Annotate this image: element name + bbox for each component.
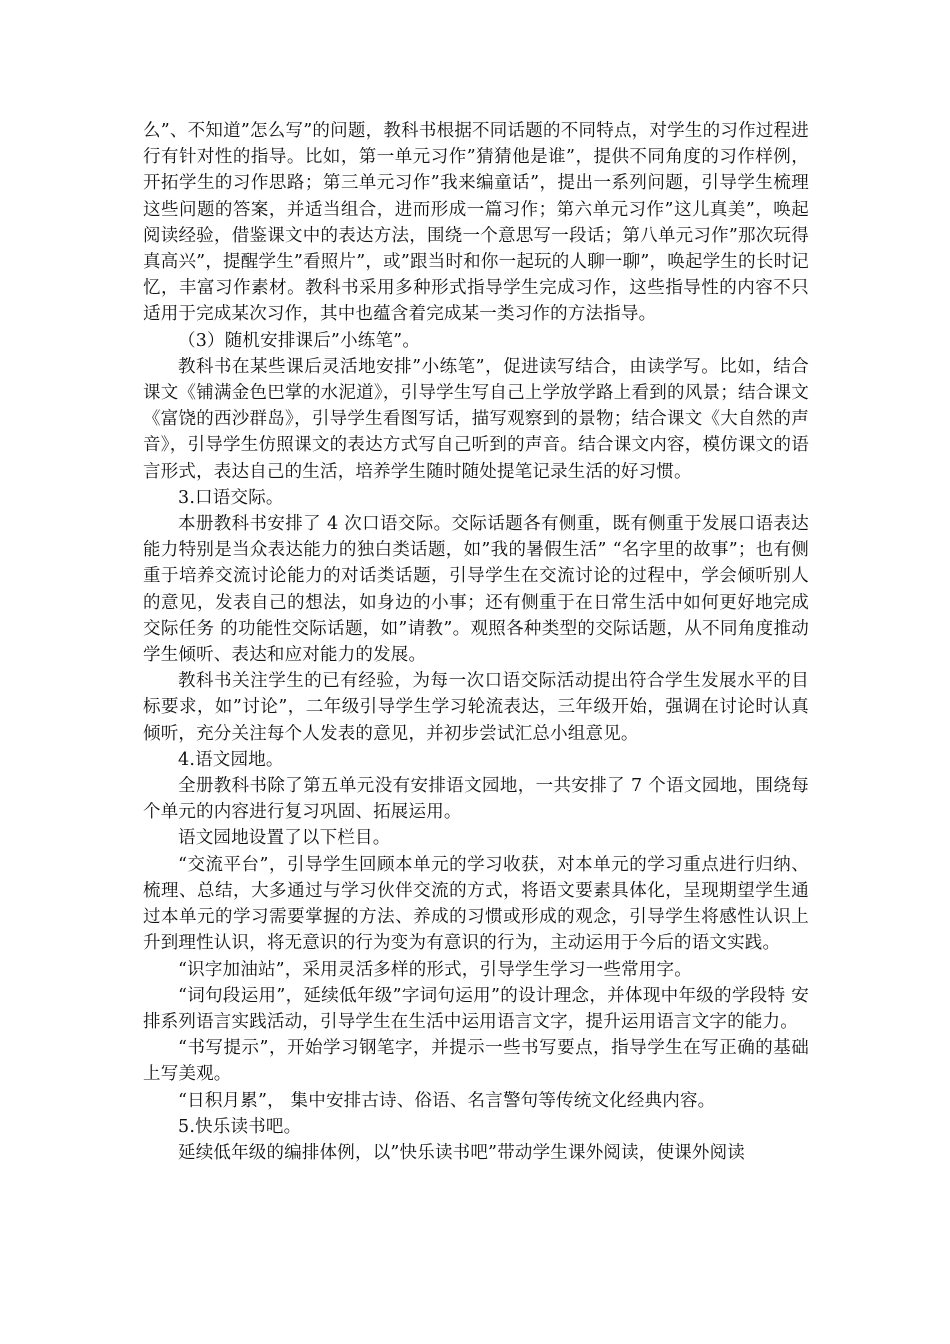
paragraph: 语文园地设置了以下栏目。 xyxy=(178,828,391,849)
paragraph: 么”、不知道”怎么写”的问题，教科书根据不同话题的不同特点，对学生的习作过程进行有针对性的指导。比如，第一单元习作”猜猜他是谁”，提供不同角度的习作样例，开拓学生的习作思路；第三单元习作”我来编童话”，提出一系列问题，引导学生梳理这些问题的答案，并适当组合，进而形成一篇习作；第六单元习作”这儿真美”，唤起阅读经验，借鉴课文中的表达方法，围绕一个意思写一段话；第八单元习作”那次玩得真高兴”，提醒学生”看照片”，或”跟当时和你一起玩的人聊一聊”，唤起学生的长时记忆，丰富习作素材。教科书采用多种形式指导学生完成习作，这些指导性的内容不只适用于完成某次习作，其中也蕴含着完成某一类习作的方法指导。 xyxy=(143,121,809,325)
paragraph: 5.快乐读书吧。 xyxy=(178,1116,302,1137)
paragraph: （3）随机安排课后”小练笔”。 xyxy=(178,330,421,351)
paragraph: 本册教科书安排了 4 次口语交际。交际话题各有侧重，既有侧重于发展口语表达能力特别是当众表达能力的独白类话题，如”我的暑假生活” “名字里的故事”；也有侧重于培养交流讨论能力的对话类话题，引导学生在交流讨论的过程中，学会倾听别人的意见，发表自己的想法，如身边的小事；还有侧重于在日常生活中如何更好地完成交际任务 的功能性交际话题，如”请教”。观照各种类型的交际话题，从不同角度推动学生倾听、表达和应对能力的发展。 xyxy=(143,514,809,666)
paragraph: “书写提示”，开始学习钢笔字，并提示一些书写要点，指导学生在写正确的基础上写美观。 xyxy=(143,1038,809,1085)
paragraph: 延续低年级的编排体例，以”快乐读书吧”带动学生课外阅读，使课外阅读 xyxy=(178,1142,745,1163)
paragraph: 教科书关注学生的已有经验，为每一次口语交际活动提出符合学生发展水平的目标要求，如”讨论”，二年级引导学生学习轮流表达，三年级开始，强调在讨论时认真倾听，充分关注每个人发表的意见，并初步尝试汇总小组意见。 xyxy=(143,671,809,744)
body-text xyxy=(143,118,809,1166)
paragraph: “词句段运用”，延续低年级”字词句运用”的设计理念，并体现中年级的学段特 安排系列语言实践活动，引导学生在生活中运用语言文字，提升运用语言文字的能力。 xyxy=(143,985,809,1032)
paragraph: “识字加油站”，采用灵活多样的形式，引导学生学习一些常用字。 xyxy=(178,959,692,980)
paragraph: “日积月累”， 集中安排古诗、俗语、名言警句等传统文化经典内容。 xyxy=(178,1090,716,1111)
paragraph: 教科书在某些课后灵活地安排”小练笔”，促进读写结合，由读学写。比如，结合课文《铺满金色巴掌的水泥道》，引导学生写自己上学放学路上看到的风景；结合课文《富饶的西沙群岛》，引导学生看图写话，描写观察到的景物；结合课文《大自然的声音》，引导学生仿照课文的表达方式写自己听到的声音。结合课文内容，模仿课文的语言形式，表达自己的生活，培养学生随时随处提笔记录生活的好习惯。 xyxy=(143,356,809,482)
paragraph: 4.语文园地。 xyxy=(178,749,284,770)
paragraph: 全册教科书除了第五单元没有安排语文园地，一共安排了 7 个语文园地，围绕每个单元的内容进行复习巩固、拓展运用。 xyxy=(143,776,809,823)
paragraph: 3.口语交际。 xyxy=(178,487,284,508)
paragraph: “交流平台”，引导学生回顾本单元的学习收获，对本单元的学习重点进行归纳、梳理、总结，大多通过与学习伙伴交流的方式，将语文要素具体化，呈现期望学生通过本单元的学习需要掌握的方法、养成的习惯或形成的观念，引导学生将感性认识上升到理性认识，将无意识的行为变为有意识的行为，主动运用于今后的语文实践。 xyxy=(143,854,809,954)
